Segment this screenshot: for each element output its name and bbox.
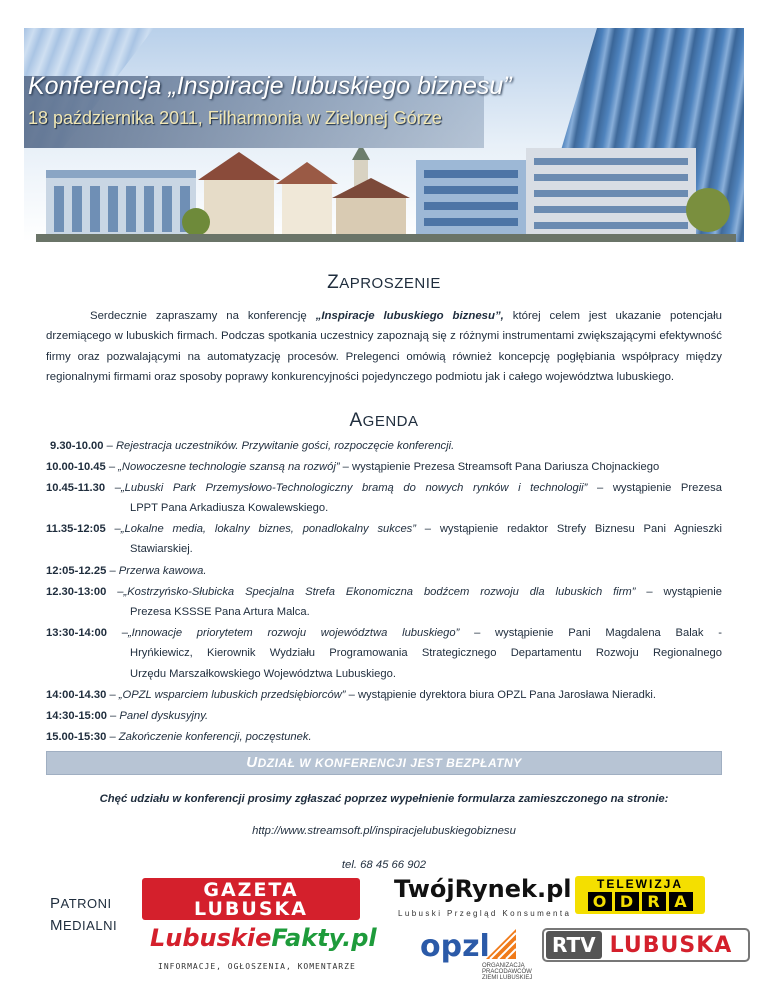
agenda-sep: – (106, 627, 128, 639)
media-patrons-label (50, 893, 130, 937)
odra-letter: D (615, 892, 639, 911)
agenda-item (46, 728, 722, 748)
agenda-time: 14:30-15:00 (46, 710, 107, 722)
signup-instructions: Chęć udziału w konferencji prosimy zgłaszać poprzez wypełnienie formularza zamieszczonego na stronie: (99, 793, 669, 805)
agenda-time: 12:05-12.25 (46, 565, 107, 577)
fakty-red-part: Lubuskie (150, 924, 272, 952)
intro-rest: której celem jest ukazanie potencjału drzemiącego w lubuskich firmach. Podczas spotkania uczestnicy zapoznają się z różnymi instrumentami zwiększającymi efektywność firmy oraz pozwalającymi na automatyzację procesów. Prelegenci omówią również koncepcję pogłębiania współpracy między regionalnymi firmami oraz sposoby poprawy konkurencyjności pojedynczego podmiotu jak i całego województwa lubuskiego. (46, 310, 722, 384)
agenda-time: 13:30-14:00 (46, 627, 107, 639)
agenda-sep: – (106, 710, 120, 722)
agenda-topic: „OPZL wsparciem lubuskich przedsiębiorców” (118, 689, 346, 701)
agenda-sep: – (106, 731, 119, 743)
agenda-topic: Przerwa kawowa. (118, 565, 207, 577)
agenda-continuation: LPPT Pana Arkadiusza Kowalewskiego. (130, 502, 329, 514)
agenda-time: 14:00-14.30 (46, 689, 107, 701)
opzl-wordmark: opzl (420, 929, 490, 964)
agenda-speaker: – wystąpienie Pani Magdalena Balak - (459, 627, 722, 639)
agenda-topic: Rejestracja uczestników. Przywitanie gości, rozpoczęcie konferencji. (115, 440, 455, 452)
agenda-continuation: Hryńkiewicz, Kierownik Wydziału Programowania Strategicznego Departamentu Rozwoju Regionalnego (130, 647, 722, 659)
agenda-sep: – (106, 565, 119, 577)
agenda-speaker: – wystąpienie (635, 586, 722, 598)
odra-letter: A (669, 892, 693, 911)
agenda-item (46, 624, 722, 644)
agenda-speaker: – wystąpienie Prezesa (587, 482, 722, 494)
agenda-speaker: – wystąpienie Prezesa Streamsoft Pana Dariusza Chojnackiego (339, 461, 660, 473)
opzl-logo (420, 925, 533, 981)
heading-rest: APROSZENIE (339, 275, 441, 292)
opzl-tagline: ORGANIZACJA PRACODAWCÓW ZIEMI LUBUSKIEJ (482, 963, 533, 981)
rtv-name: LUBUSKA (609, 932, 733, 958)
agenda-time: 9.30-10.00 (50, 440, 104, 452)
agenda-time: 10.45-11.30 (46, 482, 106, 494)
agenda-topic: „Kostrzyńsko-Słubicka Specjalna Strefa Ekonomiczna bodźcem rozwoju dla lubuskich firm” (123, 586, 636, 598)
odra-letter: O (588, 892, 612, 911)
agenda-continuation: Urzędu Marszałkowskiego Województwa Lubuskiego. (130, 668, 396, 680)
bar-text: DZIAŁ W KONFERENCJI JEST BEZPŁATNY (257, 756, 522, 770)
agenda-speaker: – wystąpienie dyrektora biura OPZL Pana Jarosława Nieradki. (345, 689, 657, 701)
label-text: EDIALNI (63, 918, 118, 933)
opzl-sun-icon (484, 927, 518, 961)
agenda-continuation: Stawiarskiej. (130, 543, 193, 555)
agenda-topic: „Nowoczesne technologie szansą na rozwój” (118, 461, 340, 473)
label-initial: P (50, 895, 61, 912)
agenda-time: 12.30-13:00 (46, 586, 107, 598)
header-banner (24, 28, 744, 242)
agenda-item (46, 458, 722, 478)
agenda-sep: – (103, 440, 116, 452)
agenda-sep: – (105, 482, 121, 494)
invitation-paragraph (46, 306, 722, 388)
heading-rest: GENDA (362, 413, 419, 430)
agenda-time: 11.35-12:05 (46, 523, 106, 535)
odra-top-text: TELEWIZJA (597, 877, 683, 891)
agenda-topic: „Lokalne media, lokalny biznes, ponadlokalny sukces” (120, 523, 416, 535)
agenda-sep: – (105, 461, 119, 473)
heading-initial: Z (327, 272, 340, 293)
odra-letter: R (642, 892, 666, 911)
gazeta-line1: GAZETA (203, 879, 299, 901)
agenda-heading (0, 410, 768, 432)
bar-initial: U (246, 754, 258, 771)
building-townhouse (204, 178, 274, 242)
contact-phone: tel. 68 45 66 902 (341, 859, 427, 871)
fakty-green-part: Fakty.pl (271, 924, 377, 952)
agenda-continuation: Prezesa KSSSE Pana Artura Malca. (130, 606, 310, 618)
fakty-tagline: INFORMACJE, OGŁOSZENIA, KOMENTARZE (158, 962, 356, 971)
free-participation-bar (46, 751, 722, 775)
gazeta-line2: LUBUSKA (194, 898, 308, 920)
agenda-sep: – (105, 523, 121, 535)
agenda-speaker: – wystąpienie redaktor Strefy Biznesu Pani Agnieszki (416, 523, 722, 535)
rtv-box: RTV (546, 931, 602, 959)
buildings-photo (36, 148, 736, 242)
banner-title: Konferencja „Inspiracje lubuskiego biznesu” (28, 72, 512, 100)
heading-initial: A (349, 410, 363, 431)
building-philharmonic (46, 170, 196, 242)
agenda-item (46, 686, 722, 706)
agenda-sep: – (106, 586, 124, 598)
label-initial: M (50, 917, 63, 934)
agenda-item (46, 707, 722, 727)
agenda-item (46, 583, 722, 603)
agenda-time: 15.00-15:30 (46, 731, 107, 743)
twoj-rynek-tagline: Lubuski Przegląd Konsumenta (398, 909, 572, 918)
label-text: ATRONI (60, 896, 112, 911)
twoj-rynek-logo: TwójRynek.pl (394, 875, 572, 903)
conference-name: „Inspiracje lubuskiego biznesu”, (315, 310, 504, 322)
agenda-topic: „Innowacje priorytetem rozwoju województwa lubuskiego” (127, 627, 460, 639)
intro-start: Serdecznie zapraszamy na konferencję (90, 310, 316, 322)
telewizja-odra-logo (575, 876, 705, 914)
banner-subtitle: 18 października 2011, Filharmonia w Zielonej Górze (28, 108, 442, 128)
agenda-time: 10.00-10.45 (46, 461, 106, 473)
rtv-lubuska-logo (542, 928, 750, 962)
agenda-sep: – (106, 689, 119, 701)
gazeta-lubuska-logo (142, 878, 360, 920)
agenda-item (46, 520, 722, 540)
registration-link[interactable]: http://www.streamsoft.pl/inspiracjelubuskiegobiznesu (252, 825, 516, 837)
agenda-item (50, 437, 726, 457)
agenda-item (46, 562, 722, 582)
lubuskie-fakty-logo (150, 924, 377, 952)
invitation-heading (0, 272, 768, 294)
agenda-item (46, 479, 722, 499)
agenda-topic: „Lubuski Park Przemysłowo-Technologiczny bramą do nowych rynków i technologii” (120, 482, 588, 494)
agenda-topic: Zakończenie konferencji, poczęstunek. (118, 731, 312, 743)
agenda-topic: Panel dyskusyjny. (119, 710, 209, 722)
